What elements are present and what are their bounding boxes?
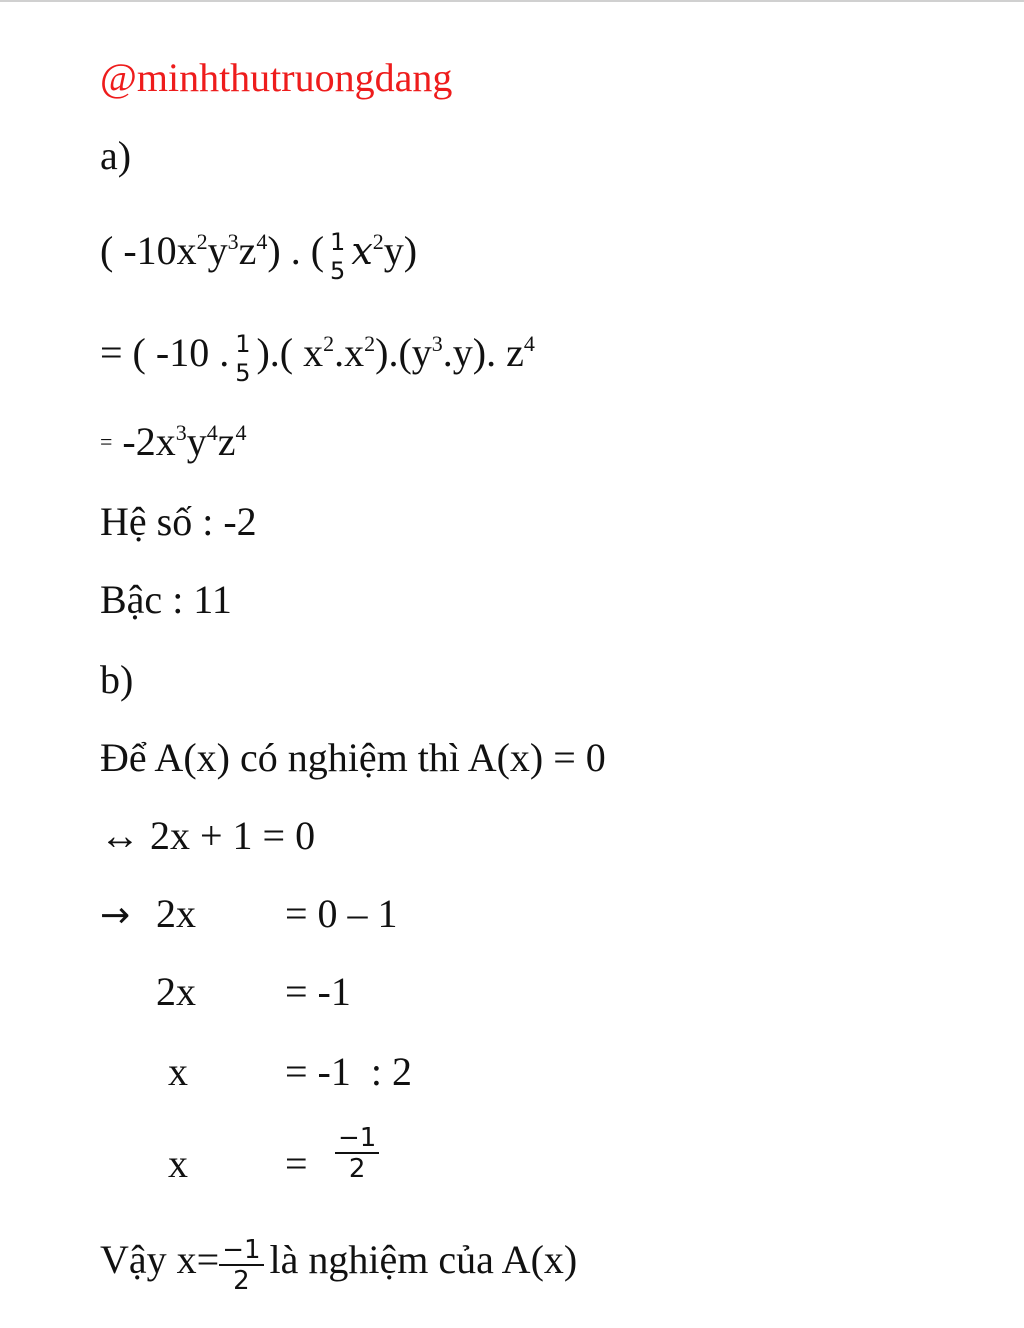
equation-line-2: → 2x = 0 – 1 xyxy=(100,891,398,936)
author-name: @minhthutruongdang xyxy=(100,55,453,100)
fraction-minus-one-half: $\frac{-1}{2}$ xyxy=(335,1124,379,1184)
fraction-one-fifth: 1 5 xyxy=(235,330,251,387)
part-b-label: b) xyxy=(100,657,134,702)
fraction-one-fifth: 1 5 xyxy=(330,228,346,285)
conclusion-line: Vậy x= $\frac{-1}{2}$ là nghiệm của A(x) xyxy=(100,1235,578,1296)
step-1-line: = ( -10 . 1 5 ).( $x^2.x^2).(y^3.y)$. $z^4$ xyxy=(100,330,535,387)
arrow-right-icon: → xyxy=(100,895,131,936)
expression-line: ( $-10x^2y^3z^4$) . ( 1 5 $x^2y$) xyxy=(100,228,418,285)
degree-line: Bậc : 11 xyxy=(100,577,232,622)
condition-line: Để A(x) có nghiệm thì A(x) = 0 xyxy=(100,735,606,780)
equation-line-1: ↔ 2x + 1 = 0 xyxy=(100,813,316,858)
part-a-label: a) xyxy=(100,133,132,178)
coefficient-line: Hệ số : -2 xyxy=(100,499,257,544)
equation-line-5: x = $\frac{-1}{2}$ xyxy=(100,1124,500,1210)
step-2-line: = $-2x^3y^4z^4$ xyxy=(100,419,247,464)
top-divider xyxy=(0,0,1024,2)
fraction-minus-one-half: $\frac{-1}{2}$ xyxy=(219,1236,263,1296)
